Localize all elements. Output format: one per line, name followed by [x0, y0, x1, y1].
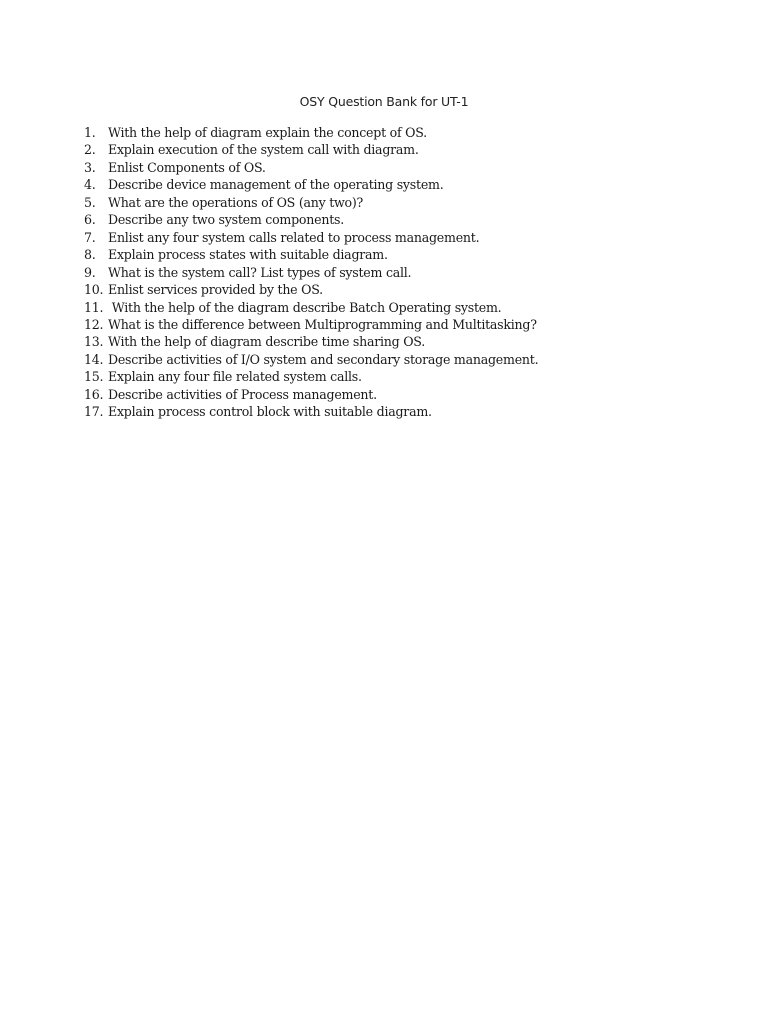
question-text: What is the difference between Multiprogramming and Multitasking? — [108, 316, 537, 332]
question-item-12 — [84, 316, 724, 333]
question-number: 8. — [84, 247, 96, 263]
document-title: OSY Question Bank for UT-1 — [299, 94, 469, 109]
question-item-2 — [84, 141, 724, 158]
question-item-16 — [84, 386, 724, 403]
question-item-1 — [84, 124, 724, 141]
question-text: What are the operations of OS (any two)? — [108, 194, 364, 210]
question-text: Explain execution of the system call with diagram. — [108, 142, 419, 158]
question-number: 6. — [84, 212, 96, 228]
question-number: 10. — [84, 282, 104, 298]
question-item-14 — [84, 351, 724, 368]
question-item-7 — [84, 229, 724, 246]
question-item-11 — [84, 299, 724, 316]
question-number: 9. — [84, 264, 96, 280]
question-item-13 — [84, 333, 724, 350]
question-number: 5. — [84, 194, 96, 210]
question-text: Describe any two system components. — [108, 212, 344, 228]
question-text: Enlist any four system calls related to process management. — [108, 229, 480, 245]
question-number: 7. — [84, 229, 96, 245]
question-item-17 — [84, 403, 724, 420]
question-item-15 — [84, 368, 724, 385]
question-text: Enlist services provided by the OS. — [108, 282, 323, 298]
question-text: Explain process control block with suitable diagram. — [108, 404, 432, 420]
question-item-6 — [84, 211, 724, 228]
question-text: Describe activities of I/O system and secondary storage management. — [108, 351, 539, 367]
question-item-8 — [84, 246, 724, 263]
question-number: 13. — [84, 334, 104, 350]
question-number: 14. — [84, 351, 104, 367]
question-item-9 — [84, 264, 724, 281]
question-item-4 — [84, 176, 724, 193]
question-number: 1. — [84, 125, 96, 140]
question-number: 17. — [84, 404, 104, 420]
question-number: 4. — [84, 177, 96, 193]
question-text: Enlist Components of OS. — [108, 159, 266, 175]
question-text: Describe activities of Process management. — [108, 386, 377, 402]
question-number: 12. — [84, 316, 104, 332]
question-text: Explain any four file related system calls. — [108, 369, 362, 385]
question-text: With the help of diagram explain the concept of OS. — [108, 125, 427, 140]
question-number: 11. — [84, 299, 104, 315]
question-text: With the help of diagram describe time sharing OS. — [108, 334, 425, 350]
question-item-10 — [84, 281, 724, 298]
question-item-5 — [84, 194, 724, 211]
question-number: 15. — [84, 369, 104, 385]
question-item-3 — [84, 159, 724, 176]
question-text: Explain process states with suitable diagram. — [108, 247, 388, 263]
question-number: 2. — [84, 142, 96, 158]
question-text: Describe device management of the operating system. — [108, 177, 444, 193]
question-text: With the help of the diagram describe Batch Operating system. — [108, 299, 502, 315]
question-list — [84, 124, 724, 421]
question-number: 16. — [84, 386, 104, 402]
question-number: 3. — [84, 159, 96, 175]
question-text: What is the system call? List types of system call. — [108, 264, 412, 280]
